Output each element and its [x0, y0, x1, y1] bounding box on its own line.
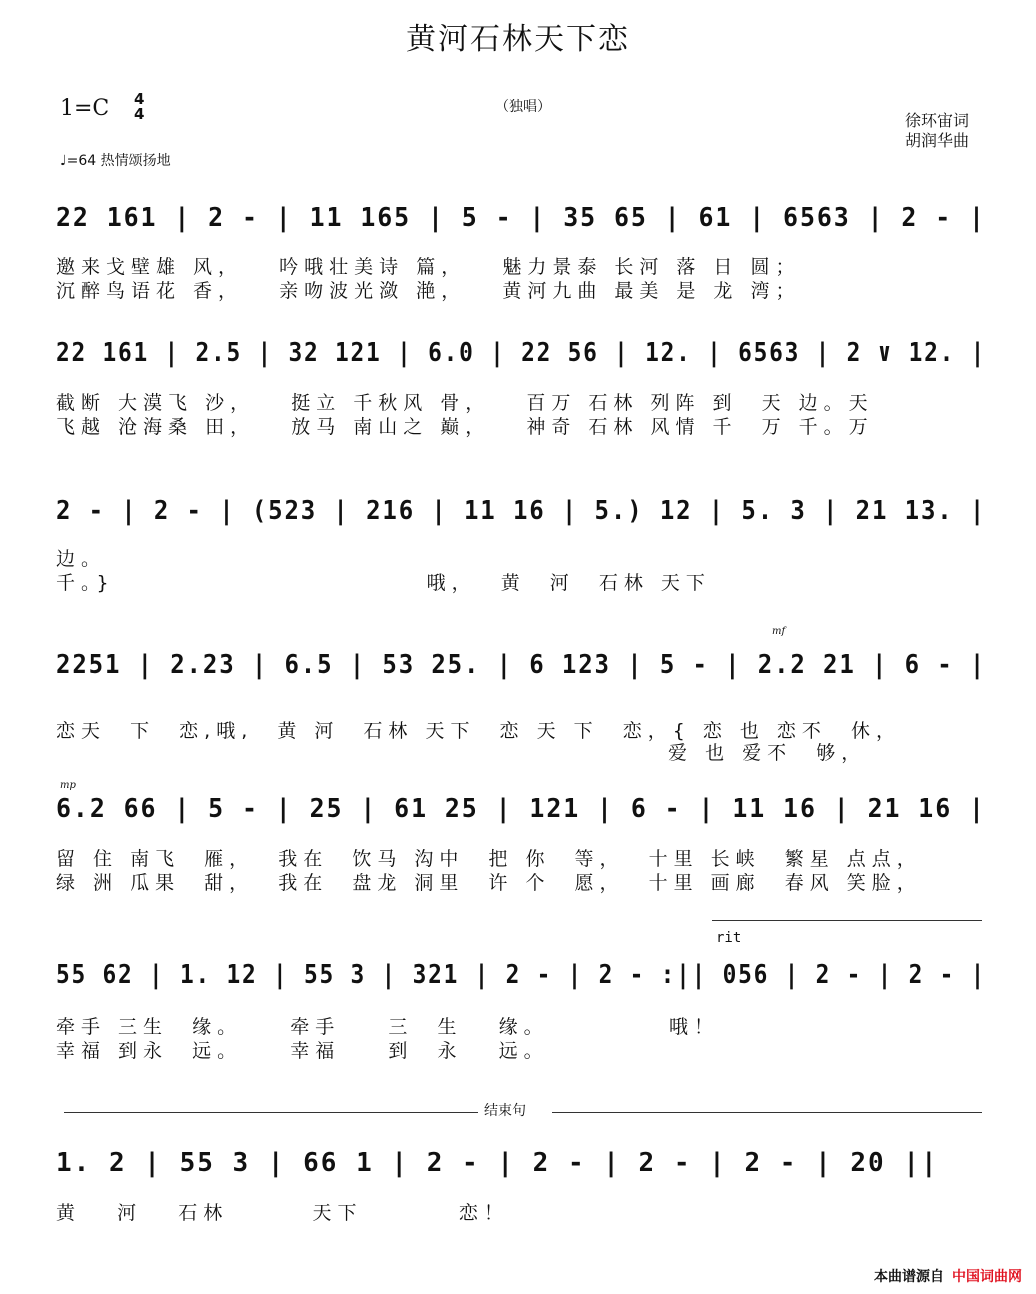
lyrics-4-verse-2: 爱 也 爱不 够， — [56, 742, 867, 764]
source-credit — [874, 1266, 1022, 1286]
lyrics-7: 黄 河 石林 天下 恋！ — [56, 1202, 509, 1224]
lyrics-5-verse-1: 留 住 南飞 雁， 我在 饮马 沟中 把 你 等， 十里 长峡 繁星 点点， — [56, 848, 922, 870]
notes-line-1: 22 161 | 2 - | 11 165 | 5 - | 35 65 | 61 | 6563 | 2 - | — [56, 203, 986, 233]
ending-line-left — [64, 1112, 478, 1113]
time-top: 4 — [134, 90, 145, 108]
key-signature: 1=C — [60, 96, 110, 121]
score-system-7 — [56, 1140, 991, 1186]
ending-label: 结束句 — [484, 1103, 526, 1119]
lyrics-1-verse-2: 沉醉鸟语花 香， 亲吻波光潋 滟， 黄河九曲 最美 是 龙 湾； — [56, 280, 801, 302]
notes-line-4: 2251 | 2.23 | 6.5 | 53 25. | 6 123 | 5 - | 2.2 21 | 6 - | — [56, 650, 987, 680]
score-system-2 — [56, 330, 991, 376]
lyrics-4-verse-1: 恋天 下 恋,哦, 黄 河 石林 天下 恋 天 下 恋，{ 恋 也 恋不 休， — [56, 720, 901, 742]
dynamic-mf: mf — [772, 626, 786, 637]
rit-marking: rit — [716, 930, 742, 946]
tempo-marking: ♩=64 热情颂扬地 — [60, 153, 171, 169]
notes-line-7: 1. 2 | 55 3 | 66 1 | 2 - | 2 - | 2 - | 2 - | 20 || — [56, 1148, 939, 1178]
source-site-link[interactable]: 中国词曲网 — [952, 1269, 1022, 1285]
score-system-4 — [56, 642, 991, 688]
notes-line-6: 55 62 | 1. 12 | 55 3 | 321 | 2 - | 2 - :|| 056 | 2 - | 2 - | — [56, 960, 987, 990]
composer: 胡润华曲 — [905, 131, 970, 150]
lyrics-6-verse-1: 牵手 三生 缘。 牵手 三 生 缘。 哦！ — [56, 1016, 720, 1038]
dynamic-mp: mp — [60, 780, 76, 791]
lyrics-5-verse-2: 绿 洲 瓜果 甜， 我在 盘龙 洞里 许 个 愿， 十里 画廊 春风 笑脸， — [56, 872, 922, 894]
lyrics-2-verse-2: 飞越 沧海桑 田， 放马 南山之 巅， 神奇 石林 风情 千 万 千。万 — [56, 416, 874, 438]
notes-line-2: 22 161 | 2.5 | 32 121 | 6.0 | 22 56 | 12. | 6563 | 2 ∨ 12. | — [56, 338, 987, 368]
notes-line-5: 6.2 66 | 5 - | 25 | 61 25 | 121 | 6 - | 11 16 | 21 16 | — [56, 794, 986, 824]
song-title: 黄河石林天下恋 — [406, 22, 630, 57]
lyrics-2-verse-1: 截断 大漠飞 沙， 挺立 千秋风 骨， 百万 石林 列阵 到 天 边。天 — [56, 392, 874, 414]
score-system-6 — [56, 952, 991, 998]
score-system-1 — [56, 195, 991, 241]
source-prefix: 本曲谱源自 — [874, 1269, 944, 1285]
time-bottom: 4 — [134, 105, 145, 123]
score-system-3 — [56, 488, 991, 534]
lyricist: 徐环宙词 — [905, 111, 970, 130]
lyrics-1-verse-1: 邀来戈壁雄 风， 吟哦壮美诗 篇， 魅力景泰 长河 落 日 圆； — [56, 256, 801, 278]
notes-line-3: 2 - | 2 - | (523 | 216 | 11 16 | 5.) 12 | 5. 3 | 21 13. | — [56, 496, 987, 526]
lyrics-3-verse-2: 千。} 哦， 黄 河 石林 天下 — [56, 572, 711, 594]
volta-line — [712, 920, 982, 921]
lyrics-6-verse-2: 幸福 到永 远。 幸福 到 永 远。 — [56, 1040, 549, 1062]
time-signature — [134, 92, 144, 122]
performance-type: （独唱） — [495, 99, 551, 115]
lyrics-3-verse-1: 边。 — [56, 548, 107, 570]
score-system-5 — [56, 786, 991, 832]
ending-line-right — [552, 1112, 982, 1113]
